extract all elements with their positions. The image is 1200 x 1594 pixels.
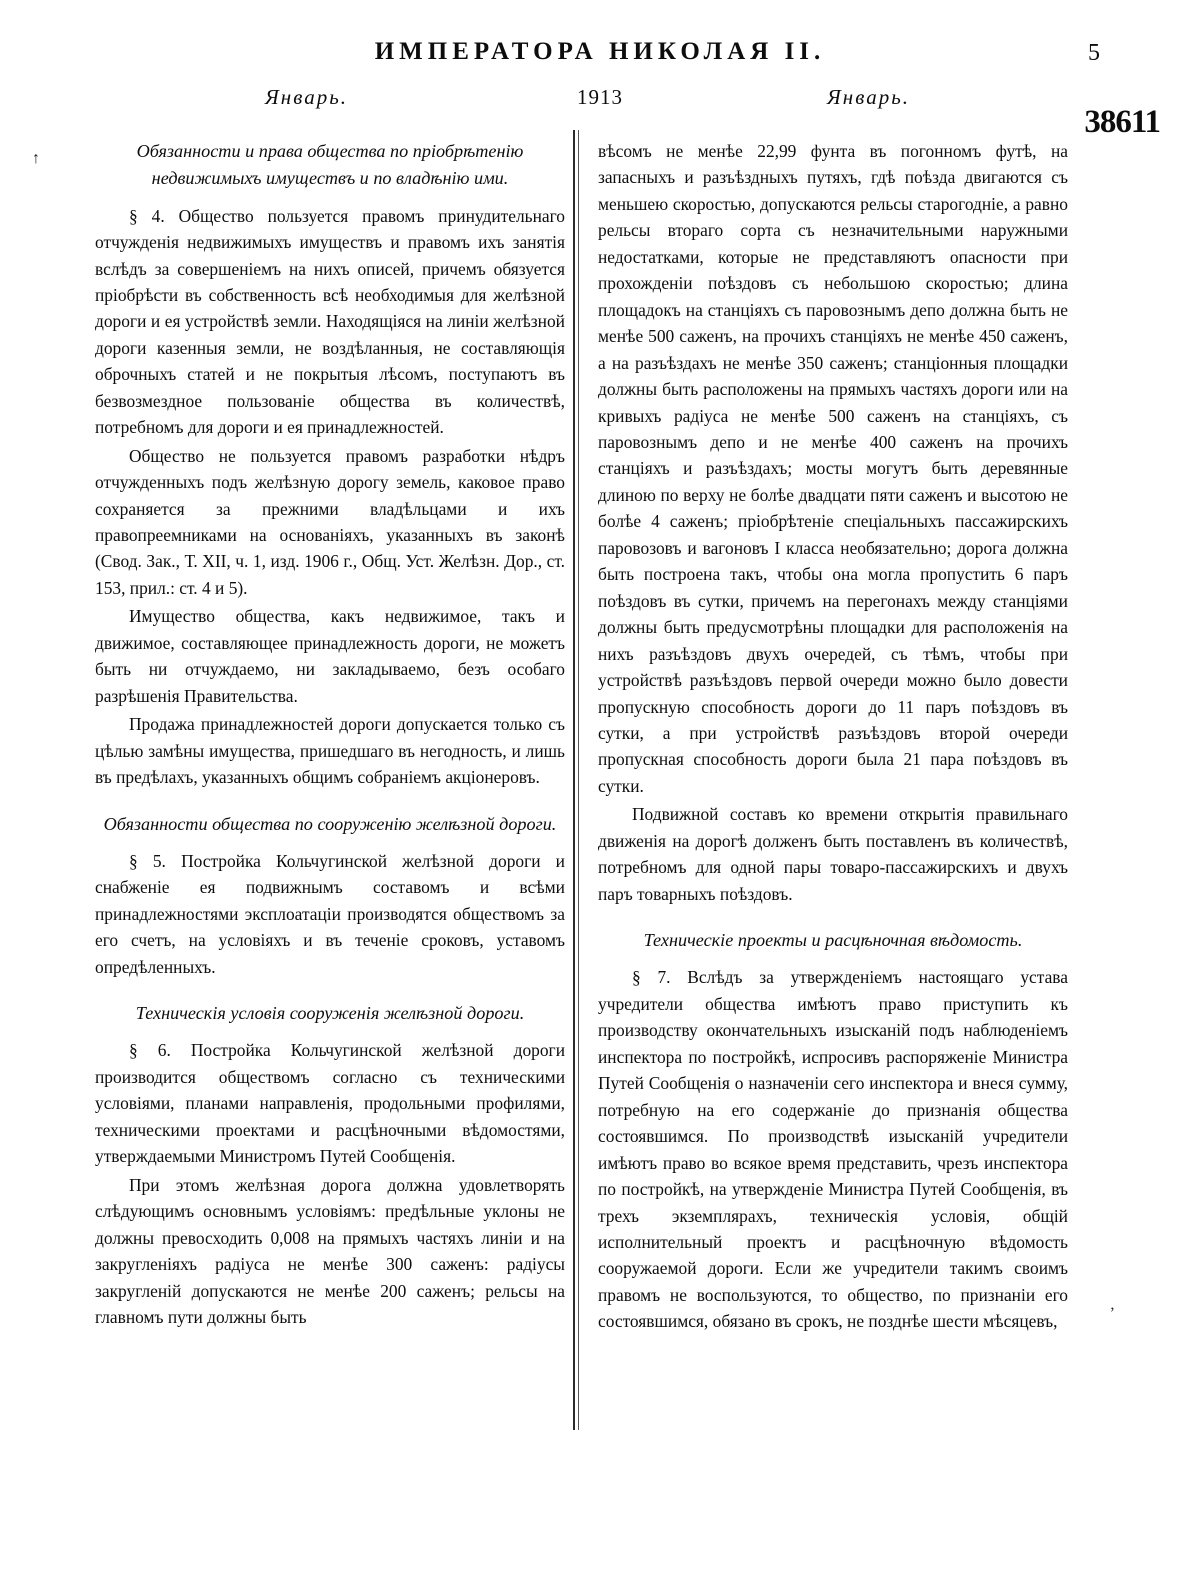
section-heading-technical-projects: Техническiе проекты и расцѣночная вѣдомость. — [643, 930, 1023, 951]
margin-mark-right: ʼ — [1109, 1305, 1115, 1322]
section-heading-construction-duties: Обязанности общества по сооруженiю желѣзной дороги. — [103, 813, 557, 834]
paragraph-section-6: § 6. Постройка Кольчугинской желѣзной дороги производится обществомъ согласно съ техническими условiями, планами направленiя, продольными профилями, техническими проектами и расцѣночными вѣдомостями, утверждаемыми Министромъ Путей Сообщенiя. — [95, 1040, 565, 1167]
right-column — [598, 138, 1068, 1335]
running-head-left: Январь. — [265, 85, 348, 109]
paragraph-rail-weight-continued: вѣсомъ не менѣе 22,99 фунта въ погонномъ футѣ, на запасныхъ и разъѣздныхъ путяхъ, гдѣ поѣзда двигаются съ меньшею скоростью, допускаются рельсы старогоднiе, а равно рельсы втораго сорта съ незначительными наружными недостатками, которые не представляютъ опасности при прохожденiи поѣздовъ съ небольшою скоростью; длина площадокъ на станцiяхъ съ паровознымъ депо должна быть не менѣе 500 саженъ, на прочихъ станцiяхъ не менѣе 450 саженъ, а на разъѣздахъ не менѣе 350 саженъ; станцiонныя площадки должны быть расположены на прямыхъ частяхъ дороги или на кривыхъ радiуса не менѣе 500 саженъ на станцiяхъ, съ паровознымъ депо и не менѣе 400 саженъ на прочихъ станцiяхъ и разъѣздахъ; мосты могутъ быть деревянные длиною по верху не болѣе двадцати пяти саженъ и высотою не болѣе 4 саженъ; прiобрѣтенiе спецiальныхъ пассажирскихъ паровозовъ и вагоновъ I класса необязательно; дорога должна быть построена такъ, чтобы она могла пропустить 6 паръ поѣздовъ въ сутки, причемъ на перегонахъ между станцiями должны быть предусмотрѣны площадки для расположенiя на нихъ разъѣздовъ двухъ очередей, съ тѣмъ, чтобы при устройствѣ разъѣздовъ первой очереди можно было довести пропускную способность дороги до 11 паръ поѣздовъ въ сутки, а при устройствѣ разъѣздовъ второй очереди пропускная способность дороги была 21 пара поѣздовъ въ сутки. — [598, 141, 1068, 796]
running-head-right: Январь. — [827, 85, 910, 109]
paragraph-rolling-stock: Подвижной составъ ко времени открытiя правильнаго движенiя на дорогѣ долженъ быть поставленъ въ количествѣ, потребномъ для одной пары товаро-пассажирскихъ и двухъ паръ товарныхъ поѣздовъ. — [598, 804, 1068, 904]
paragraph-sale-of-assets: Продажа принадлежностей дороги допускается только съ цѣлью замѣны имущества, пришедшаго въ негодность, и лишь въ предѣлахъ, указанныхъ общимъ собранiемъ акцiонеровъ. — [95, 714, 565, 788]
page-title: ИМПЕРАТОРА НИКОЛАЯ II. — [374, 38, 826, 65]
section-heading-property-rights: Обязанности и права общества по прiобрѣтенiю недвижимыхъ имуществъ и по владѣнiю ими. — [136, 141, 524, 189]
document-number: 38611 — [1084, 104, 1160, 140]
running-head-year: 1913 — [577, 85, 623, 109]
page-number: 5 — [1088, 40, 1100, 66]
paragraph-section-4: § 4. Общество пользуется правомъ принудительнаго отчужденiя недвижимыхъ имуществъ и правомъ ихъ занятiя вслѣдъ за совершенiемъ на нихъ описей, причемъ обязуется прiобрѣсти въ собственность всѣ необходимыя для желѣзной дороги и ея устройствѣ земли. Находящiяся на линiи желѣзной дороги казенныя земли, не воздѣланныя, не составляющiя оброчныхъ статей и не покрытыя лѣсомъ, поступаютъ въ безвозмездное пользованiе общества въ количествѣ, потребномъ для дороги и ея принадлежностей. — [95, 205, 565, 438]
margin-mark-left: ↑ — [32, 150, 40, 167]
paragraph-subsoil-rights: Общество не пользуется правомъ разработки нѣдръ отчужденныхъ подъ желѣзную дорогу земель, каковое право сохраняется за прежними владѣльцами и ихъ правопреемниками на основанiяхъ, указанныхъ въ законѣ (Свод. Зак., Т. XII, ч. 1, изд. 1906 г., Общ. Уст. Желѣзн. Дор., ст. 153, прил.: ст. 4 и 5). — [95, 445, 565, 598]
column-divider — [573, 130, 575, 1430]
section-heading-technical-conditions: Техническiя условiя сооруженiя желѣзной дороги. — [135, 1003, 525, 1024]
paragraph-basic-conditions: При этомъ желѣзная дорога должна удовлетворять слѣдующимъ основнымъ условiямъ: предѣльные уклоны не должны превосходить 0,008 на прямыхъ частяхъ линiи и на закругленiяхъ радiуса не менѣе 300 саженъ: радiусы закругленiй допускаются не менѣе 200 саженъ; рельсы на главномъ пути должны быть — [95, 1174, 565, 1327]
column-divider-secondary — [578, 130, 579, 1430]
left-column — [95, 138, 565, 1330]
paragraph-company-property: Имущество общества, какъ недвижимое, такъ и движимое, составляющее принадлежность дороги, не можетъ быть ни отчуждаемо, ни закладываемо, безъ особаго разрѣшенiя Правительства. — [95, 606, 565, 706]
paragraph-section-5: § 5. Постройка Кольчугинской желѣзной дороги и снабженiе ея подвижнымъ составомъ и всѣми принадлежностями эксплоатацiи производятся обществомъ за его счетъ, на условiяхъ и въ теченiе сроковъ, уставомъ опредѣленныхъ. — [95, 850, 565, 977]
paragraph-section-7: § 7. Вслѣдъ за утвержденiемъ настоящаго устава учредители общества имѣютъ право приступить къ производству окончательныхъ изысканiй подъ наблюденiемъ инспектора по постройкѣ, испросивъ распоряженiе Министра Путей Сообщенiя о назначенiи сего инспектора и внеся сумму, потребную на его содержанiе до признанiя общества состоявшимся. По производствѣ изысканiй учредители имѣютъ право во всякое время представить, чрезъ инспектора по постройкѣ, на утвержденiе Министра Путей Сообщенiя, въ трехъ экземплярахъ, техническiя условiя, общiй исполнительный проектъ и расцѣночную вѣдомость сооружаемой дороги. Если же учредители такимъ своимъ правомъ не воспользуются, то общество, по признанiи его состоявшимся, обязано въ срокъ, не позднѣе шести мѣсяцевъ, — [598, 967, 1068, 1332]
